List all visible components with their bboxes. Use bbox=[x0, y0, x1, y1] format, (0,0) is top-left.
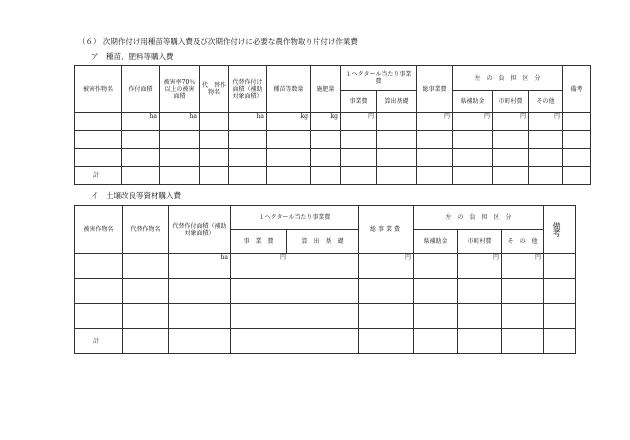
a-header-alt-crop: 代 替作物名 bbox=[200, 66, 229, 113]
a-header-crop: 被害作物名 bbox=[75, 66, 122, 113]
table-seed-fertilizer bbox=[74, 65, 591, 185]
unit-label: ha bbox=[229, 113, 267, 131]
unit-label: 円 bbox=[453, 113, 493, 131]
table-row-total bbox=[75, 329, 576, 354]
a-header-other: その他 bbox=[529, 91, 563, 113]
a-header-total: 総事業費 bbox=[417, 66, 453, 113]
b-header-project-cost: 事 業 費 bbox=[231, 230, 287, 254]
a-header-remarks: 備考 bbox=[563, 66, 591, 113]
table-row bbox=[75, 149, 591, 167]
unit-label: ha bbox=[122, 113, 160, 131]
b-header-alt-area: 代替作付面積（補助対象面積） bbox=[169, 206, 231, 254]
a-header-project-cost: 事業費 bbox=[341, 91, 377, 113]
b-header-alt-crop: 代替作物名 bbox=[123, 206, 169, 254]
unit-label: 円 bbox=[231, 254, 359, 279]
a-header-city: 市町村費 bbox=[493, 91, 529, 113]
b-header-other: そ の 他 bbox=[502, 230, 544, 254]
unit-label: 円 bbox=[417, 113, 453, 131]
a-header-area: 作付面積 bbox=[122, 66, 160, 113]
unit-label: 円 bbox=[341, 113, 377, 131]
b-header-crop: 被害作物名 bbox=[75, 206, 123, 254]
b-header-per-ha: １ヘクタール当たり事業費 bbox=[231, 206, 359, 230]
table-row bbox=[75, 131, 591, 149]
subsection-b-title: イ 土壌改良等資材購入費 bbox=[91, 191, 181, 200]
a-header-alt-area: 代替作付け面積（補助対象面積） bbox=[229, 66, 267, 113]
unit-label: kg bbox=[311, 113, 341, 131]
section-title: （６） 次期作付け用種苗等購入費及び次期作付けに必要な農作物取り片付け作業費 bbox=[78, 37, 358, 46]
b-header-pref: 県補助金 bbox=[414, 230, 458, 254]
subsection-a-title: ア 種苗、肥料等購入費 bbox=[91, 52, 174, 61]
unit-label: ha bbox=[160, 113, 200, 131]
unit-label: 円 bbox=[529, 113, 563, 131]
a-header-basis: 算出基礎 bbox=[377, 91, 417, 113]
b-header-remarks: 備 考 bbox=[544, 206, 576, 254]
table-row-total bbox=[75, 167, 591, 185]
a-header-fert-qty: 施肥量 bbox=[311, 66, 341, 113]
b-header-city: 市町村費 bbox=[458, 230, 502, 254]
a-header-damage-area: 被害率70％以上の被害面積 bbox=[160, 66, 200, 113]
b-header-basis: 算 出 基 礎 bbox=[287, 230, 359, 254]
unit-label: 円 bbox=[493, 113, 529, 131]
table-row bbox=[75, 254, 576, 279]
unit-label: 円 bbox=[359, 254, 414, 279]
table-row bbox=[75, 113, 591, 131]
unit-label: 円 bbox=[458, 254, 502, 279]
unit-label: kg bbox=[267, 113, 311, 131]
a-header-breakdown: 左 の 負 担 区 分 bbox=[453, 66, 563, 91]
b-header-breakdown: 左 の 負 担 区 分 bbox=[414, 206, 544, 230]
table-soil-materials bbox=[74, 205, 581, 354]
table-row bbox=[75, 279, 576, 304]
a-total-label: 計 bbox=[75, 167, 122, 185]
table-row bbox=[75, 304, 576, 329]
a-header-seed-qty: 種苗等数量 bbox=[267, 66, 311, 113]
a-header-per-ha: １ヘクタール当たり事業費 bbox=[341, 66, 417, 91]
b-total-label: 計 bbox=[75, 329, 123, 354]
unit-label: 円 bbox=[502, 254, 544, 279]
b-header-total: 総事業費 bbox=[359, 206, 414, 254]
a-header-pref: 県補助金 bbox=[453, 91, 493, 113]
unit-label: ha bbox=[169, 254, 231, 279]
